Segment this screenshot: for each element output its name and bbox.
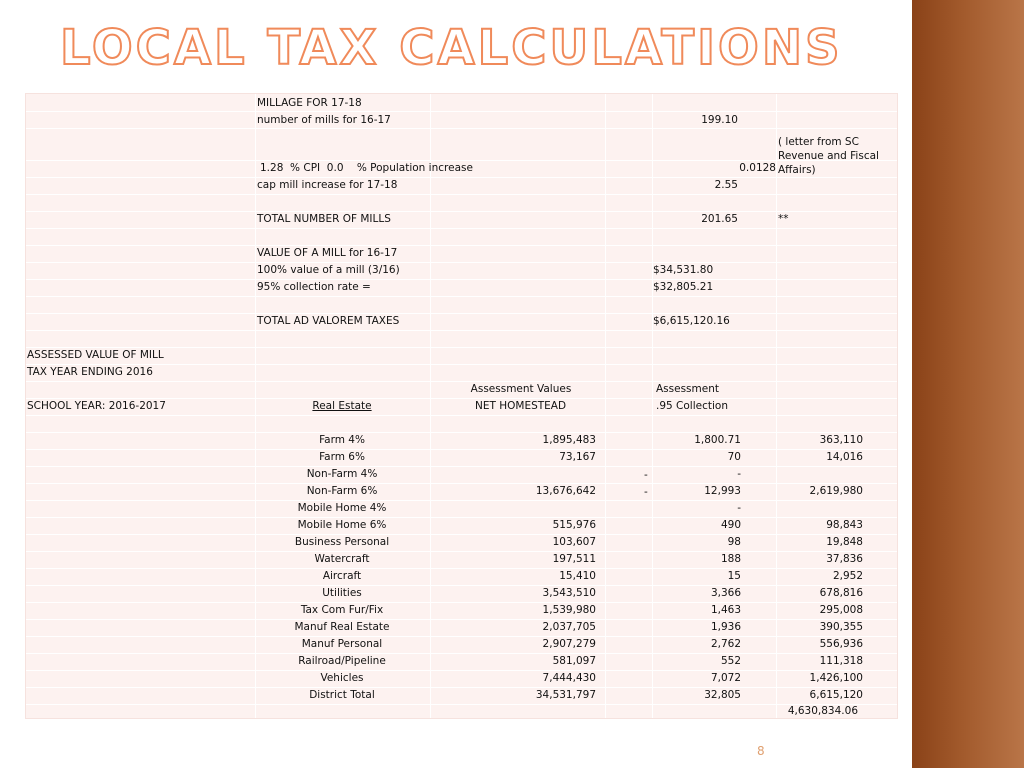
assessed-heading: ASSESSED VALUE OF MILL — [27, 349, 164, 361]
row-collection: 98,843 — [826, 519, 863, 531]
grid-row-line — [26, 279, 897, 280]
row-name: Watercraft — [314, 553, 370, 565]
total-mills-note: ** — [778, 213, 789, 225]
grid-row-line — [26, 602, 897, 603]
grid-row-line — [26, 449, 897, 450]
grid-row-line — [26, 128, 897, 129]
row-assessment-values: 7,444,430 — [542, 672, 596, 684]
page-number: 8 — [757, 744, 765, 758]
row-collection: 111,318 — [819, 655, 863, 667]
grid-row-line — [26, 347, 897, 348]
row-assessment: 3,366 — [710, 587, 741, 599]
row-collection: 295,008 — [819, 604, 863, 616]
grid-column-line — [430, 94, 431, 718]
row-collection: 678,816 — [819, 587, 863, 599]
grid-row-line — [26, 670, 897, 671]
grid-row-line — [26, 415, 897, 416]
grid-row-line — [26, 296, 897, 297]
grand-total: 4,630,834.06 — [787, 705, 858, 717]
row-assessment: - — [737, 468, 741, 480]
grid-row-line — [26, 619, 897, 620]
collection-rate-label: 95% collection rate = — [257, 281, 371, 293]
row-assessment: 1,463 — [710, 604, 741, 616]
collection-rate-value: $32,805.21 — [653, 281, 714, 293]
row-assessment-values: 3,543,510 — [542, 587, 596, 599]
row-collection: 37,836 — [826, 553, 863, 565]
mill-value-heading: VALUE OF A MILL for 16-17 — [257, 247, 398, 259]
row-assessment: 12,993 — [704, 485, 741, 497]
page-title: LOCAL TAX CALCULATIONS — [60, 20, 843, 76]
row-name: Mobile Home 4% — [297, 502, 387, 514]
row-assessment: 1,800.71 — [694, 434, 741, 446]
row-assessment-values: 103,607 — [552, 536, 596, 548]
ad-valorem-value: $6,615,120.16 — [653, 315, 730, 327]
row-assessment: 7,072 — [710, 672, 741, 684]
row-assessment: - — [737, 502, 741, 514]
row-name: Tax Com Fur/Fix — [300, 604, 384, 616]
row-collection: 363,110 — [819, 434, 863, 446]
row-assessment-values: 2,037,705 — [542, 621, 596, 633]
grid-row-line — [26, 534, 897, 535]
assessment-header: Assessment — [656, 383, 719, 395]
row-assessment: 490 — [720, 519, 741, 531]
row-collection: 556,936 — [819, 638, 863, 650]
row-assessment-values: 13,676,642 — [535, 485, 596, 497]
row-name: Non-Farm 4% — [306, 468, 378, 480]
mills-label: number of mills for 16-17 — [257, 114, 391, 126]
row-name: Manuf Personal — [301, 638, 383, 650]
grid-column-line — [255, 94, 256, 718]
row-assessment: 188 — [720, 553, 741, 565]
row-assessment-values: 1,539,980 — [542, 604, 596, 616]
total-mills-value: 201.65 — [701, 213, 738, 225]
grid-row-line — [26, 262, 897, 263]
row-collection: 2,952 — [832, 570, 863, 582]
row-assessment-values: 34,531,797 — [535, 689, 596, 701]
grid-row-line — [26, 687, 897, 688]
row-collection: 19,848 — [826, 536, 863, 548]
row-name: Business Personal — [294, 536, 390, 548]
school-year-label: SCHOOL YEAR: 2016-2017 — [27, 400, 166, 412]
net-homestead-header: NET HOMESTEAD — [475, 400, 567, 412]
row-assessment: 2,762 — [710, 638, 741, 650]
grid-row-line — [26, 568, 897, 569]
row-assessment-values: 581,097 — [552, 655, 596, 667]
total-mills-label: TOTAL NUMBER OF MILLS — [257, 213, 391, 225]
grid-row-line — [26, 636, 897, 637]
grid-row-line — [26, 432, 897, 433]
tax-spreadsheet — [25, 93, 898, 719]
grid-row-line — [26, 398, 897, 399]
grid-row-line — [26, 177, 897, 178]
row-assessment-values: 197,511 — [552, 553, 596, 565]
row-collection: 390,355 — [819, 621, 863, 633]
grid-row-line — [26, 517, 897, 518]
cpi-note: ( letter from SC Revenue and Fiscal Affairs) — [778, 136, 879, 176]
row-name: Aircraft — [322, 570, 362, 582]
row-assessment-values: 1,895,483 — [542, 434, 596, 446]
grid-row-line — [26, 160, 897, 161]
tax-year-label: TAX YEAR ENDING 2016 — [27, 366, 153, 378]
ad-valorem-label: TOTAL AD VALOREM TAXES — [257, 315, 400, 327]
row-assessment: 70 — [727, 451, 741, 463]
cap-value: 2.55 — [714, 179, 738, 191]
row-name: Farm 4% — [319, 434, 365, 446]
full-value: $34,531.80 — [653, 264, 714, 276]
real-estate-header: Real Estate — [312, 400, 372, 412]
grid-row-line — [26, 330, 897, 331]
grid-row-line — [26, 228, 897, 229]
grid-row-line — [26, 585, 897, 586]
assessment-values-header: Assessment Values — [470, 383, 572, 395]
row-name: Non-Farm 6% — [306, 485, 378, 497]
row-assessment: 32,805 — [704, 689, 741, 701]
mills-value: 199.10 — [701, 114, 738, 126]
row-collection: 6,615,120 — [809, 689, 863, 701]
cpi-value: 0.0128 — [739, 162, 776, 174]
millage-heading: MILLAGE FOR 17-18 — [257, 97, 362, 109]
dash-marker: - — [644, 469, 648, 481]
row-assessment-values: 2,907,279 — [542, 638, 596, 650]
cap-label: cap mill increase for 17-18 — [257, 179, 398, 191]
row-name: Manuf Real Estate — [294, 621, 390, 633]
cpi-label: 1.28 % CPI 0.0 % Population increase — [260, 162, 473, 174]
collection-header: .95 Collection — [656, 400, 728, 412]
row-collection: 2,619,980 — [809, 485, 863, 497]
row-collection: 1,426,100 — [809, 672, 863, 684]
row-name: Farm 6% — [319, 451, 365, 463]
row-assessment: 1,936 — [710, 621, 741, 633]
grid-row-line — [26, 551, 897, 552]
row-assessment-values: 15,410 — [559, 570, 596, 582]
grid-row-line — [26, 194, 897, 195]
row-collection: 14,016 — [826, 451, 863, 463]
grid-row-line — [26, 313, 897, 314]
grid-row-line — [26, 364, 897, 365]
row-name: Mobile Home 6% — [297, 519, 387, 531]
grid-row-line — [26, 245, 897, 246]
grid-row-line — [26, 211, 897, 212]
row-name: Utilities — [322, 587, 362, 599]
grid-row-line — [26, 653, 897, 654]
row-name: Vehicles — [320, 672, 364, 684]
row-assessment: 98 — [727, 536, 741, 548]
decorative-side-bar — [912, 0, 1024, 768]
row-assessment-values: 73,167 — [559, 451, 596, 463]
grid-row-line — [26, 500, 897, 501]
row-assessment: 552 — [720, 655, 741, 667]
row-assessment-values: 515,976 — [552, 519, 596, 531]
grid-column-line — [605, 94, 606, 718]
full-value-label: 100% value of a mill (3/16) — [257, 264, 400, 276]
row-assessment: 15 — [727, 570, 741, 582]
grid-row-line — [26, 111, 897, 112]
dash-marker: - — [644, 486, 648, 498]
grid-row-line — [26, 381, 897, 382]
row-name: Railroad/Pipeline — [298, 655, 386, 667]
grid-row-line — [26, 466, 897, 467]
grid-row-line — [26, 483, 897, 484]
row-name: District Total — [309, 689, 375, 701]
